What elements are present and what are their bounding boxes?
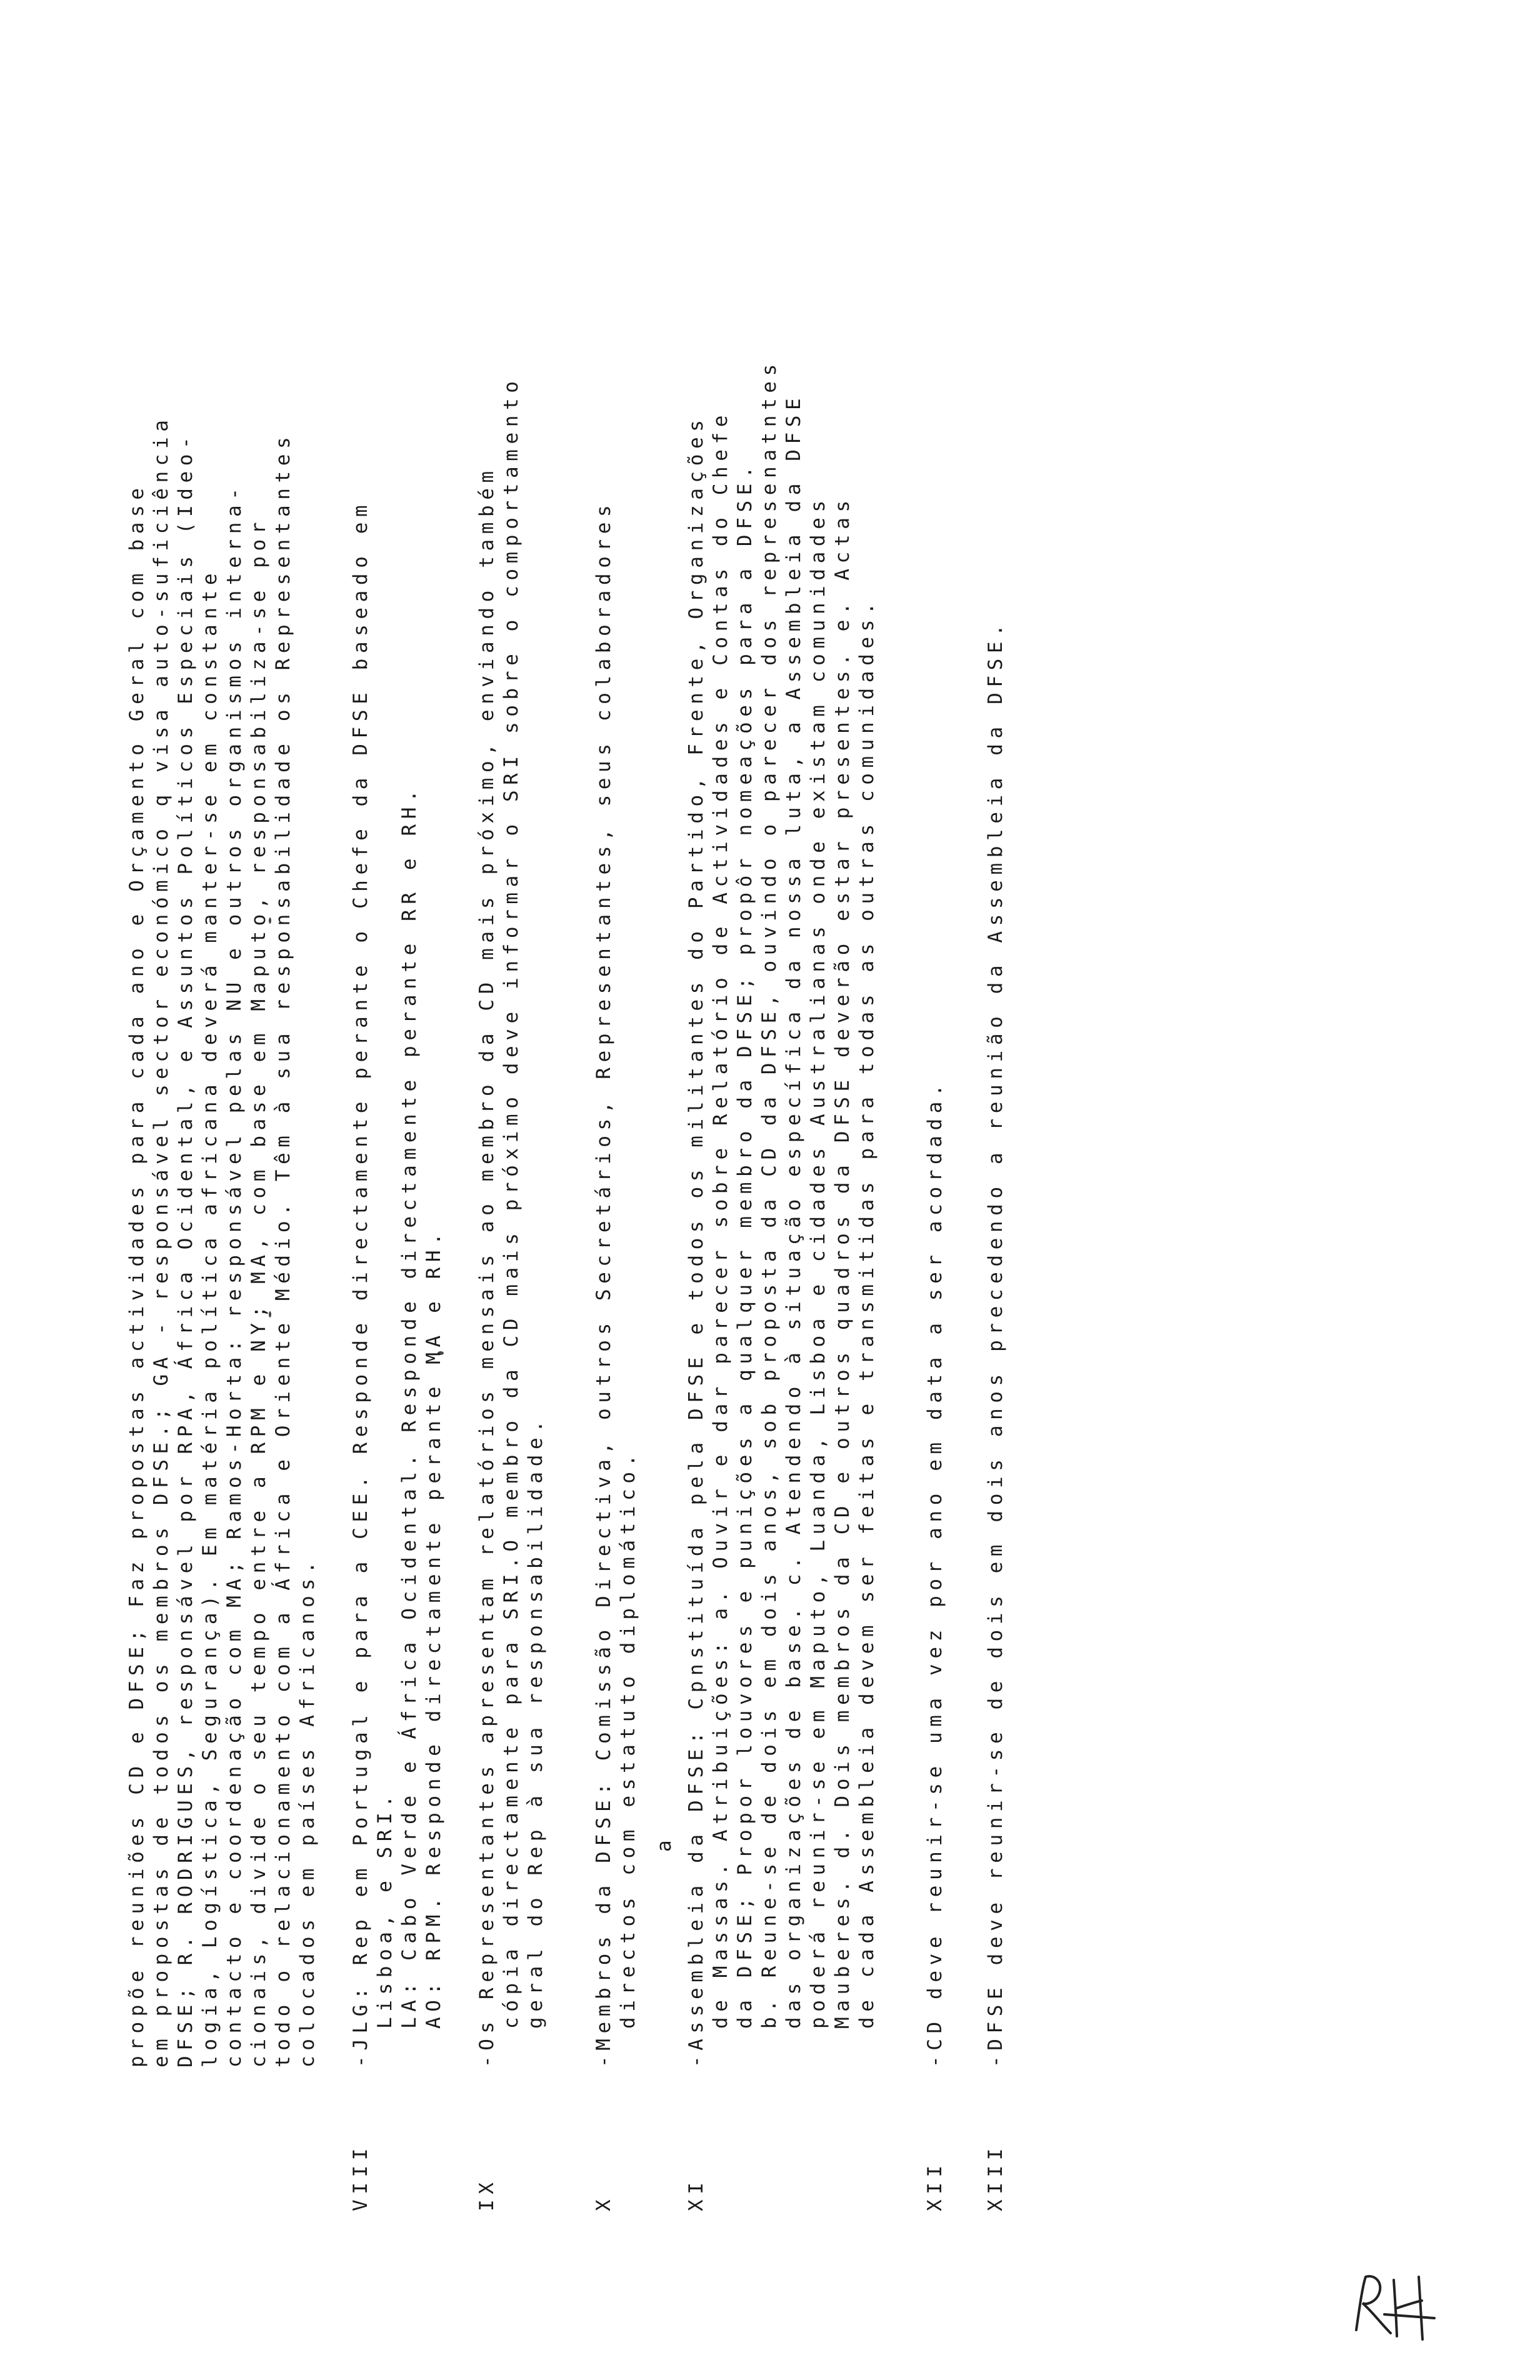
text-line: cionais, divide o seu tempo entre a RPM e NY; MA, com base em Maputo, responsabiliza-se por	[248, 517, 270, 2068]
text-line: -Os Representantes apresentam relatórios mensais ao membro da CD mais próximo, enviando também	[476, 466, 498, 2068]
text-line: -Membros da DFSE: Comissão Directiva, outros Secretários, Representantes, seus colaboradores	[592, 499, 615, 2068]
text-line: cópia directamente para SRI.O membro da CD mais próximo deve informar o SRI sobre o comportamento	[500, 376, 522, 2029]
text-line: colocados em países Africanos.	[296, 1556, 319, 2068]
section-viii	[349, 168, 446, 2211]
text-line: -JLG: Rep em Portugal e para a CEE. Responde directamente perante o Chefe da DFSE baseado em	[349, 499, 372, 2068]
text-line: poderá reunir-se em Maputo, Luanda, Lisboa e cidades Australianas onde existam comunidades	[807, 495, 829, 2029]
section-ix	[475, 168, 548, 2211]
text-line: das organizações de base. c. Atendendo à situação específica da nossa luta, a Assembleia da DFSE	[782, 392, 805, 2029]
text-line: -DFSE deve reunir-se de dois em dois anos precedendo a reunião da Assembleia da DFSE.	[984, 619, 1007, 2068]
section-number: XI	[685, 2177, 708, 2211]
text-line: Mauberes. d. Dois membros da CD e outros quadros da DFSE deverão estar presentes. e. Actas	[831, 495, 854, 2029]
text-line: contacto e coordenação com MA; Ramos-Horta: responsável pelas NU e outros organismos interna-	[223, 482, 246, 2068]
text-line: -CD deve reunir-se uma vez por ano em data a ser acordada.	[924, 1079, 946, 2068]
section-xii	[923, 168, 948, 2211]
section-number: IX	[476, 2177, 498, 2211]
text-line: -Assembleia da DFSE: Cpnstituída pela DFSE e todos os militantes do Partido, Frente, Organizações	[685, 414, 708, 2068]
text-line: b. Reune-se de dois em dois anos, sob proposta da CD da DFSE, ouvindo o parecer dos represenatntes	[758, 359, 781, 2029]
section-number: X	[592, 2194, 615, 2211]
text-line: em propostas de todos os membros DFSE.; GA - responsável sector económico q visa auto-suficiência	[150, 414, 172, 2068]
section-number: XII	[924, 2160, 946, 2211]
text-line: de Massas. Atribuições: a. Ouvir e dar parecer sobre Relatório de Actividades e Contas do Chefe	[709, 409, 732, 2029]
section-xi	[653, 168, 879, 2211]
text-line: logia, Logística, Segurança). Em matéria política africana deverá manter-se em constante	[199, 568, 221, 2068]
intro-paragraph	[125, 168, 320, 2068]
text-line: geral do Rep à sua responsabilidade.	[524, 1415, 547, 2029]
text-line: da DFSE; Propor louvores e punições a qualquer membro da DFSE; propôr nomeações para a DFSE.	[734, 461, 756, 2029]
section-number: XIII	[984, 2142, 1007, 2211]
handwritten-signature	[1344, 2261, 1506, 2355]
text-line: todo o relacionamento com a África e Oriente Médio. Têm à sua responsabilidade os Representantes	[272, 431, 294, 2068]
section-xiii	[984, 168, 1008, 2211]
text-line: AO: RPM. Responde directamente perante MA e RH.	[422, 1228, 445, 2029]
text-line: directos com estatuto diplomático.	[617, 1449, 639, 2029]
text-line: Lisboa, e SRI.	[374, 1790, 396, 2029]
text-line: DFSE; R. RODRIGUES, responsável por RPA, África Ocidental, e Assuntos Políticos Especiais (Ideo-	[174, 431, 197, 2068]
text-line: LA: Cabo Verde e África Ocidental. Responde directamente perante RR e RH.	[398, 784, 421, 2029]
section-x	[592, 168, 641, 2211]
stray-annotation: a	[653, 1834, 676, 1852]
section-number: VIII	[349, 2142, 372, 2211]
document-body	[125, 168, 1008, 2211]
text-line: propõe reuniões CD e DFSE; Faz propostas actividades para cada ano e Orçamento Geral com base	[126, 482, 148, 2068]
text-line: de cada Assembleia devem ser feitas e transmitidas para todas as outras comunidades.	[856, 597, 878, 2029]
